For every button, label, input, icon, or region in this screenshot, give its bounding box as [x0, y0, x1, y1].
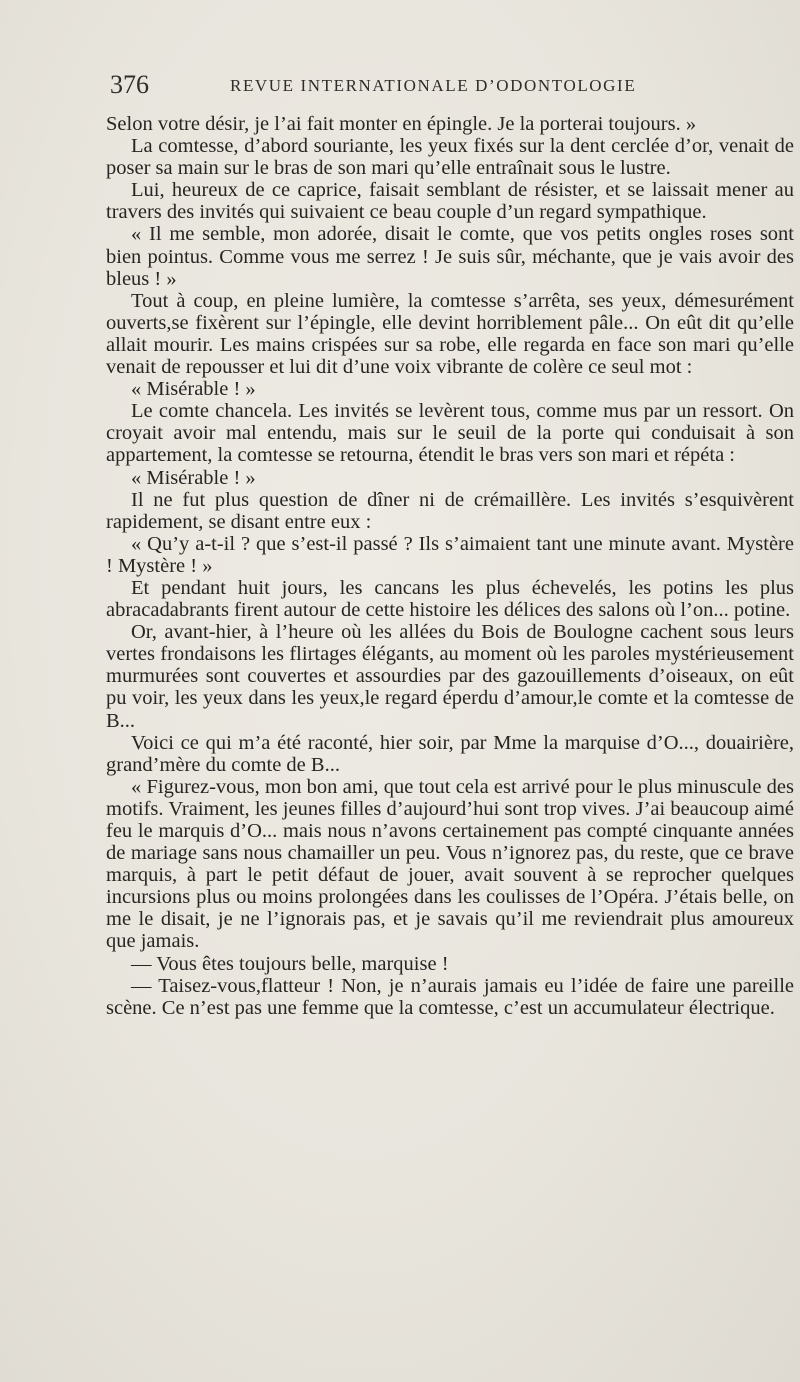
paragraph: « Figurez-vous, mon bon ami, que tout cela est arrivé pour le plus minuscule des motifs. Vraiment, les jeunes filles d’aujourd’hui sont trop vives. J’ai beaucoup aimé feu le marquis d’O... mais nous n’avons certainement pas compté cinquante années de mariage sans nous chamailler un peu. Vous n’ignorez pas, du reste, que ce brave marquis, à part le petit défaut de jouer, avait souvent à se reprocher quelques incursions plus ou moins prolongées dans les coulisses de l’Opéra. J’étais belle, on me le disait, je ne l’ignorais pas, et je savais qu’il me reviendrait plus amoureux que jamais.: [106, 775, 794, 953]
paragraph: « Il me semble, mon adorée, disait le comte, que vos petits ongles roses sont bien pointus. Comme vous me serrez ! Je suis sûr, méchante, que je vais avoir des bleus ! »: [106, 223, 794, 290]
running-title: REVUE INTERNATIONALE D’ODONTOLOGIE: [230, 76, 637, 95]
paragraph: Et pendant huit jours, les cancans les plus échevelés, les potins les plus abracadabrants firent autour de cette histoire les délices des salons où l’on... potine.: [106, 576, 794, 622]
paragraph: Voici ce qui m’a été raconté, hier soir, par Mme la marquise d’O..., douairière, grand’mère du comte de B...: [106, 731, 794, 776]
paragraph: Le comte chancela. Les invités se levèrent tous, comme mus par un ressort. On croyait avoir mal entendu, mais sur le seuil de la porte qui conduisait à son appartement, la comtesse se retourna, étendit le bras vers son mari et répéta :: [106, 400, 794, 467]
paragraph: Selon votre désir, je l’ai fait monter en épingle. Je la porterai toujours. »: [106, 113, 697, 135]
paragraph: — Vous êtes toujours belle, marquise !: [131, 952, 449, 975]
paragraph: « Misérable ! »: [131, 378, 256, 401]
paragraph: « Qu’y a-t-il ? que s’est-il passé ? Ils s’aimaient tant une minute avant. Mystère ! Mystère ! »: [106, 532, 794, 577]
paragraph: — Taisez-vous,flatteur ! Non, je n’aurais jamais eu l’idée de faire une pareille scène. Ce n’est pas une femme que la comtesse, c’est un accumulateur électrique.: [106, 974, 794, 1019]
paragraph: Tout à coup, en pleine lumière, la comtesse s’arrêta, ses yeux, démesurément ouverts,se fixèrent sur l’épingle, elle devint horriblement pâle... On eût dit qu’elle allait mourir. Les mains crispées sur sa robe, elle regarda en face son mari qu’elle venait de repousser et lui dit d’une voix vibrante de colère ce seul mot :: [106, 289, 794, 379]
page-number: 376: [110, 70, 149, 99]
body-text: [106, 113, 794, 1019]
paragraph: « Misérable ! »: [131, 466, 256, 489]
paragraph: Or, avant-hier, à l’heure où les allées du Bois de Boulogne cachent sous leurs vertes frondaisons les flirtages élégants, au moment où les paroles mystérieusement murmurées sont couvertes et assourdies par des gazouillements d’oiseaux, on eût pu voir, les yeux dans les yeux,le regard éperdu d’amour,le comte et la comtesse de B...: [106, 621, 794, 732]
paragraph: La comtesse, d’abord souriante, les yeux fixés sur la dent cerclée d’or, venait de poser sa main sur le bras de son mari qu’elle entraînait sous le lustre.: [106, 135, 794, 180]
paragraph: Lui, heureux de ce caprice, faisait semblant de résister, et se laissait mener au travers des invités qui suivaient ce beau couple d’un regard sympathique.: [106, 179, 794, 224]
paragraph: Il ne fut plus question de dîner ni de crémaillère. Les invités s’esquivèrent rapidement, se disant entre eux :: [106, 488, 794, 533]
page-header: [110, 70, 798, 104]
